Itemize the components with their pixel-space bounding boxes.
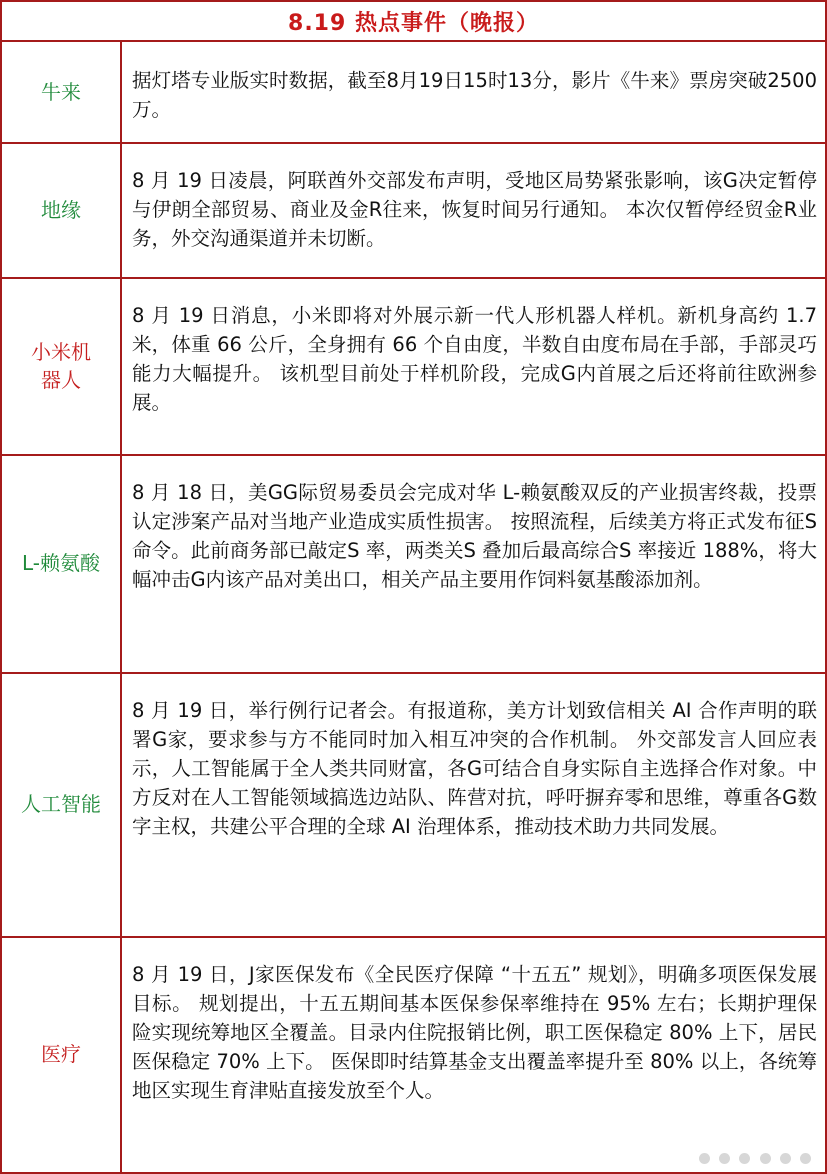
row-text-ai: 8 月 19 日，举行例行记者会。有报道称，美方计划致信相关 AI 合作声明的联署G家，要求参与方不能同时加入相互冲突的合作机制。 外交部发言人回应表示，人工智能属于全人类共同财富，各G可结合自身实际自主选择合作对象。中方反对在人工智能领域搞选边站队、阵营对抗，呼吁摒弃零和思维，尊重各G数字主权，共建公平合理的全球 AI 治理体系，推动技术助力共同发展。 bbox=[132, 699, 817, 838]
title-bar bbox=[0, 0, 827, 40]
row-text-box-office: 据灯塔专业版实时数据，截至8月19日15时13分，影片《牛来》票房突破2500万。 bbox=[132, 69, 817, 121]
watermark-dot-icon bbox=[719, 1153, 730, 1164]
watermark-dot-icon bbox=[739, 1153, 750, 1164]
row-text-xiaomi-robot: 8 月 19 日消息，小米即将对外展示新一代人形机器人样机。新机身高约 1.7 米，体重 66 公斤，全身拥有 66 个自由度，半数自由度布局在手部，手部灵巧能力大幅提升。 该机型目前处于样机阶段，完成G内首展之后还将前往欧洲参展。 bbox=[132, 304, 817, 414]
row-text-geopolitics: 8 月 19 日凌晨，阿联酋外交部发布声明，受地区局势紧张影响，该G决定暂停与伊朗全部贸易、商业及金R往来，恢复时间另行通知。 本次仅暂停经贸金R业务，外交沟通渠道并未切断。 bbox=[132, 169, 817, 250]
row-label-lysine: L-赖氨酸 bbox=[2, 454, 122, 672]
row-label-medical: 医疗 bbox=[2, 936, 122, 1172]
table-row-ai bbox=[0, 672, 827, 938]
row-label-xiaomi-robot-text: 小米机器人 bbox=[31, 339, 91, 392]
table-row-lysine bbox=[0, 454, 827, 674]
table-row-medical bbox=[0, 936, 827, 1174]
watermark-dot-icon bbox=[760, 1153, 771, 1164]
row-label-ai: 人工智能 bbox=[2, 672, 122, 936]
row-label-geopolitics: 地缘 bbox=[2, 142, 122, 277]
table-row-geopolitics bbox=[0, 142, 827, 279]
row-label-box-office: 牛来 bbox=[2, 42, 122, 142]
row-text-lysine: 8 月 18 日，美GG际贸易委员会完成对华 L-赖氨酸双反的产业损害终裁，投票认定涉案产品对当地产业造成实质性损害。 按照流程，后续美方将正式发布征S 命令。此前商务部已敲定S 率，两类关S 叠加后最高综合S 率接近 188%，将大幅冲击G内该产品对美出口，相关产品主要用作饲料氨基酸添加剂。 bbox=[132, 481, 817, 591]
row-label-xiaomi-robot bbox=[2, 277, 122, 454]
watermark-logo bbox=[699, 1148, 811, 1168]
watermark-dot-icon bbox=[780, 1153, 791, 1164]
table-row-box-office bbox=[0, 40, 827, 144]
row-text-medical: 8 月 19 日，J家医保发布《全民医疗保障 “十五五” 规划》，明确多项医保发展目标。 规划提出，十五五期间基本医保参保率维持在 95% 左右；长期护理保险实现统筹地区全覆盖。目录内住院报销比例，职工医保稳定 80% 上下，居民医保稳定 70% 上下。 医保即时结算基金支出覆盖率提升至 80% 以上，各统筹地区实现生育津贴直接发放至个人。 bbox=[132, 963, 817, 1102]
watermark-dot-icon bbox=[800, 1153, 811, 1164]
page-title: 8.19 热点事件（晚报） bbox=[288, 10, 539, 36]
watermark-dot-icon bbox=[699, 1153, 710, 1164]
table-row-xiaomi-robot bbox=[0, 277, 827, 456]
